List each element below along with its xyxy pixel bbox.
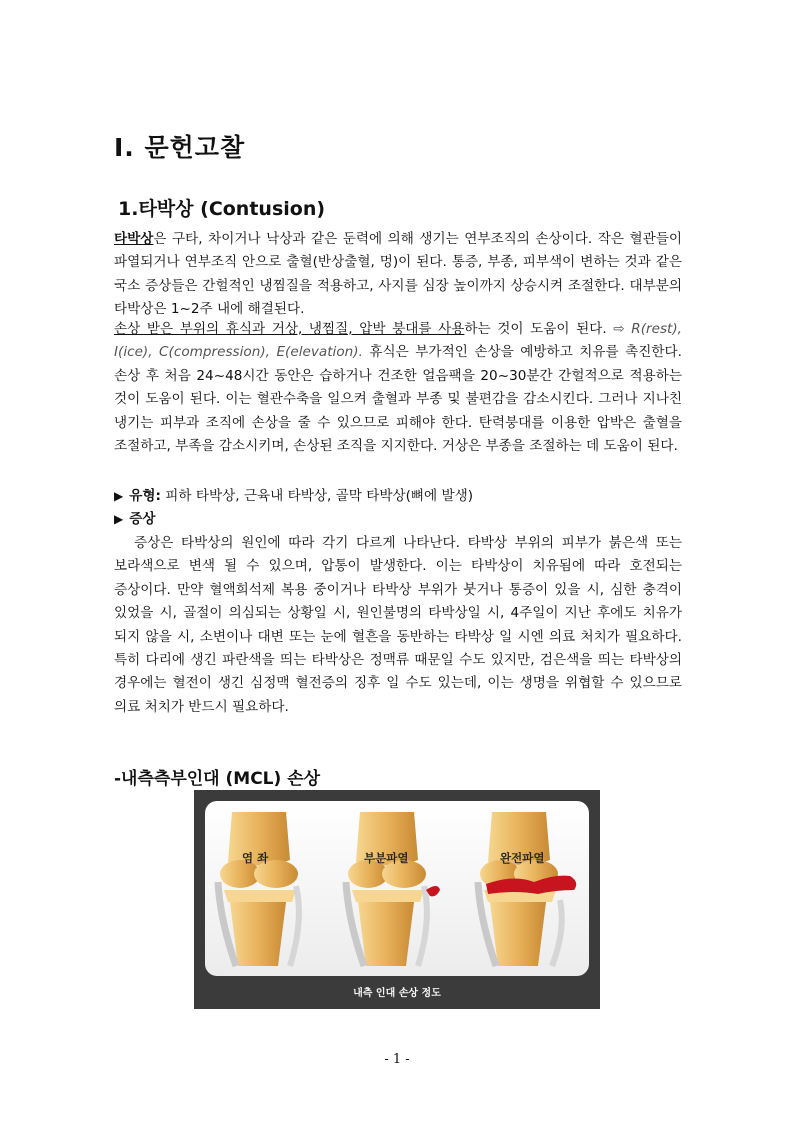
chapter-title: Ⅰ. 문헌고찰 (114, 133, 246, 162)
section-title (118, 194, 325, 221)
subsection-title: -내측측부인대 (MCL) 손상 (114, 769, 321, 789)
symptoms-label: 증상 (129, 511, 156, 527)
paragraph-definition (114, 228, 682, 322)
rice-acronym: R(rest), I(ice), C(compression), E(elevation). (114, 321, 683, 361)
stage-label-sprain: 염 좌 (242, 851, 269, 865)
types-text: 피하 타박상, 근육내 타박상, 골막 타박상(뼈에 발생) (160, 488, 474, 504)
symptoms-heading (114, 508, 156, 531)
knee-illustration (194, 790, 600, 1009)
page-number: - 1 - (384, 1052, 410, 1067)
section-name: 타박상 (Contusion) (138, 198, 326, 220)
paragraph-symptoms: 증상은 타박상의 원인에 따라 각기 다르게 나타난다. 타박상 부위의 피부가 붉은색 또는 보라색으로 변색 될 수 있으며, 압통이 발생한다. 이는 타박상이 치유됨에 따라 호전되는 증상이다. 만약 혈액희석제 복용 중이거나 타박상 부위가 붓거나 통증이 있을 시, 심한 충격이 있었을 시, 골절이 의심되는 상황일 시, 원인불명의 타박상일 시, 4주일이 지난 후에도 치유가 되지 않을 시, 소변이나 대변 또는 눈에 혈흔을 동반하는 타박상 일 시엔 의료 처치가 필요하다. 특히 다리에 생긴 파란색을 띄는 타박상은 정맥류 때문일 수도 있지만, 검은색을 띄는 타박상의 경우에는 혈전이 생긴 심정맥 혈전증의 징후 일 수도 있는데, 이는 생명을 위협할 수 있으므로 의료 처치가 반드시 필요하다. (114, 535, 682, 715)
types-line (114, 485, 473, 508)
bullet-triangle-icon: ▶ (114, 489, 124, 503)
mcl-injury-figure (194, 790, 600, 1009)
paragraph-definition-text: 은 구타, 차이거나 낙상과 같은 둔력에 의해 생기는 연부조직의 손상이다. 작은 혈관들이 파열되거나 연부조직 안으로 출혈(반상출혈, 멍)이 된다. 통증, 부종, 피부색이 변하는 것과 같은 국소 증상들은 간헐적인 냉찜질을 적용하고, 사지를 심장 높이까지 상승시켜 조절한다. 대부분의 타박상은 1~2주 내에 해결된다. (114, 231, 682, 318)
treatment-summary: 손상 받은 부위의 휴식과 거상, 냉찜질, 압박 붕대를 사용 (114, 321, 465, 337)
types-label: 유형: (129, 488, 161, 504)
term-contusion: 타박상 (114, 231, 154, 247)
stage-label-partial: 부분파열 (364, 851, 409, 865)
paragraph-treatment-text: 휴식은 부가적인 손상을 예방하고 치유를 촉진한다. 손상 후 처음 24~48시간 동안은 습하거나 건조한 얼음팩을 20~30분간 간헐적으로 적용하는 것이 도움이 된다. 이는 혈관수축을 일으켜 출혈과 부종 및 불편감을 감소시킨다. 그러나 지나친 냉기는 피부과 조직에 손상을 줄 수 있으므로 피해야 한다. 탄력붕대를 이용한 압박은 출혈을 조절하고, 부족을 감소시키며, 손상된 조직을 지지한다. 거상은 부종을 조절하는 데 도움이 된다. (114, 344, 682, 455)
stage-label-complete: 완전파열 (500, 851, 545, 865)
arrow-icon: ⇨ (613, 321, 625, 337)
figure-caption: 내측 인대 손상 정도 (353, 988, 441, 999)
treatment-summary-tail: 하는 것이 도움이 된다. (464, 321, 607, 337)
paragraph-treatment (114, 318, 682, 458)
bullet-triangle-icon: ▶ (114, 512, 124, 526)
section-number: 1. (118, 198, 139, 220)
